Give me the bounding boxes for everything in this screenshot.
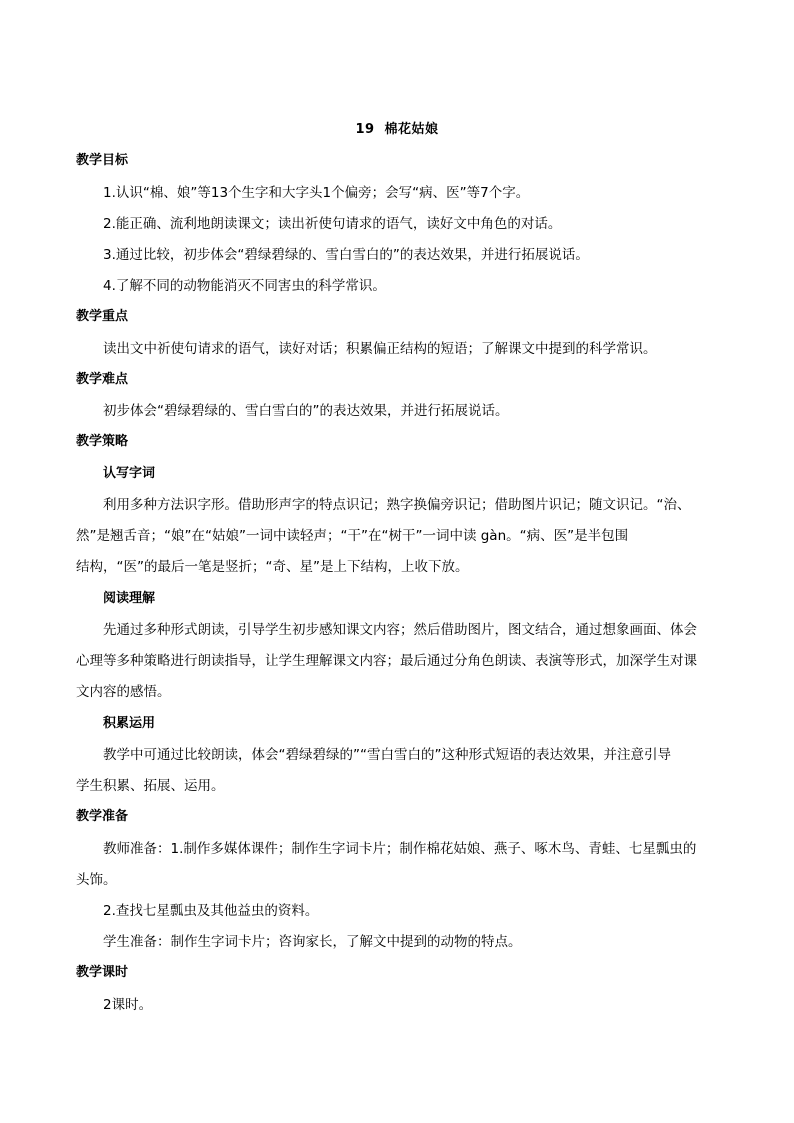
reading-line: 心理等多种策略进行朗读指导，让学生理解课文内容；最后通过分角色朗读、表演等形式，加深学生对课 bbox=[76, 653, 697, 669]
literacy-subheading: 认写字词 bbox=[103, 466, 156, 481]
application-subheading: 积累运用 bbox=[103, 716, 156, 731]
difficulties-heading: 教学难点 bbox=[76, 372, 129, 387]
application-line: 教学中可通过比较朗读，体会“碧绿碧绿的”“雪白雪白的”这种形式短语的表达效果，并注意引导 bbox=[103, 747, 671, 763]
lesson-number: 19 bbox=[355, 122, 375, 137]
difficulties-text: 初步体会“碧绿碧绿的、雪白雪白的”的表达效果，并进行拓展说话。 bbox=[103, 403, 509, 419]
objective-item: 3.通过比较，初步体会“碧绿碧绿的、雪白雪白的”的表达效果，并进行拓展说话。 bbox=[103, 247, 589, 263]
objective-item: 2.能正确、流利地朗读课文；读出祈使句请求的语气，读好文中角色的对话。 bbox=[103, 216, 562, 232]
lesson-title bbox=[0, 121, 794, 139]
preparation-heading: 教学准备 bbox=[76, 809, 129, 824]
periods-text: 2课时。 bbox=[103, 997, 153, 1013]
key-points-text: 读出文中祈使句请求的语气，读好对话；积累偏正结构的短语；了解课文中提到的科学常识。 bbox=[103, 341, 657, 357]
preparation-line: 学生准备：制作生字词卡片；咨询家长，了解文中提到的动物的特点。 bbox=[103, 934, 522, 950]
objective-item: 4.了解不同的动物能消灭不同害虫的科学常识。 bbox=[103, 278, 386, 294]
preparation-line: 头饰。 bbox=[76, 872, 117, 888]
reading-line: 文内容的感悟。 bbox=[76, 684, 171, 700]
periods-heading: 教学课时 bbox=[76, 965, 129, 980]
literacy-line: 利用多种方法识字形。借助形声字的特点识记；熟字换偏旁识记；借助图片识记；随文识记。“治、 bbox=[103, 497, 691, 513]
literacy-line: 然”是翘舌音；“娘”在“姑娘”一词中读轻声；“干”在“树干”一词中读 gàn。“病、医”是半包围 bbox=[76, 528, 629, 544]
key-points-heading: 教学重点 bbox=[76, 309, 129, 324]
objective-item: 1.认识“棉、娘”等13个生字和大字头1个偏旁；会写“病、医”等7个字。 bbox=[103, 185, 530, 201]
reading-line: 先通过多种形式朗读，引导学生初步感知课文内容；然后借助图片，图文结合，通过想象画面、体会 bbox=[103, 622, 697, 638]
reading-subheading: 阅读理解 bbox=[103, 591, 156, 606]
preparation-line: 2.查找七星瓢虫及其他益虫的资料。 bbox=[103, 903, 319, 919]
literacy-line: 结构，“医”的最后一笔是竖折；“奇、星”是上下结构，上收下放。 bbox=[76, 559, 469, 575]
strategies-heading: 教学策略 bbox=[76, 434, 129, 449]
lesson-title-text: 棉花姑娘 bbox=[384, 122, 439, 137]
objectives-heading: 教学目标 bbox=[76, 153, 129, 168]
application-line: 学生积累、拓展、运用。 bbox=[76, 778, 225, 794]
preparation-line: 教师准备：1.制作多媒体课件；制作生字词卡片；制作棉花姑娘、燕子、啄木鸟、青蛙、七星瓢虫的 bbox=[103, 841, 697, 857]
